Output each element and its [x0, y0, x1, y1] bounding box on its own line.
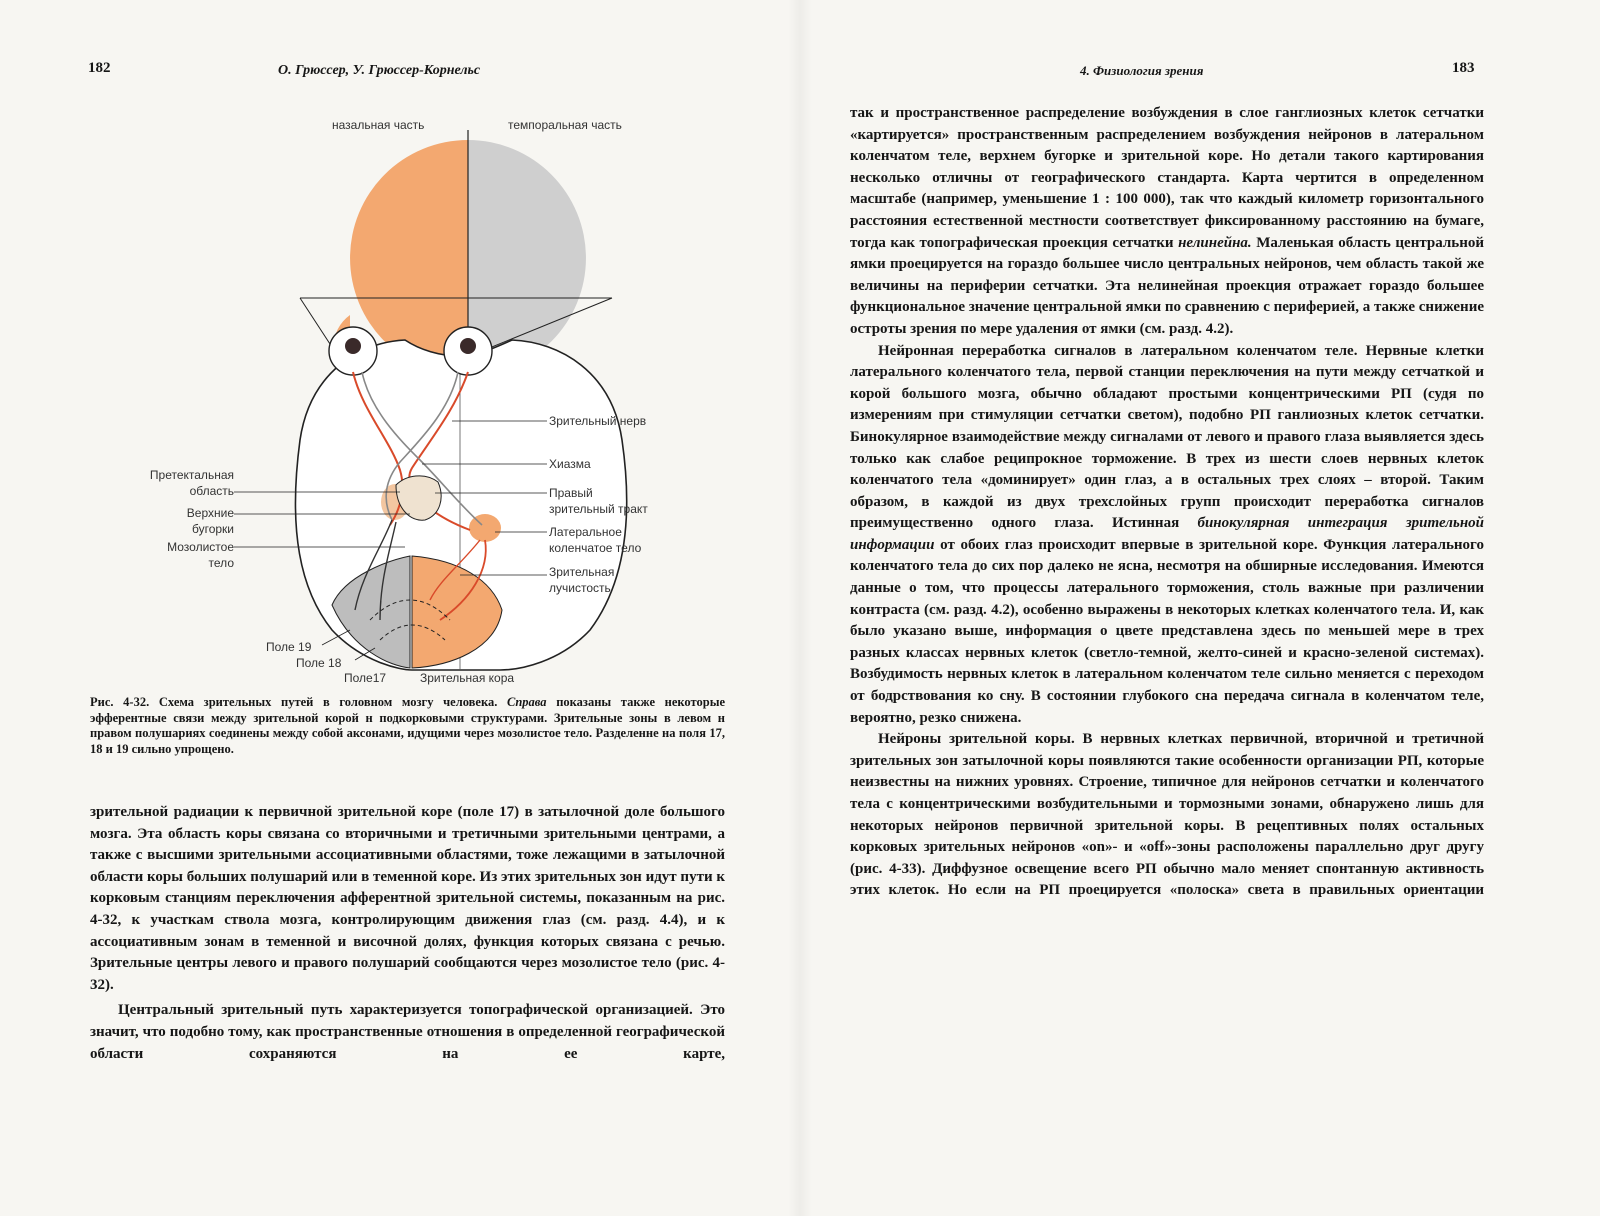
label-temporal-part: темпоральная часть — [508, 118, 622, 132]
left-paragraph-1: зрительной радиации к первичной зрительной коре (поле 17) в затылочной доле большого мозга. Эта область коры связана со вторичными и третичными зрительными центрами, а также с высшими зрительными ассоциативными областями, тоже лежащими в затылочной области коры больших полушарий или в теменной коре. Из этих зрительных зон идут пути к корковым станциям переключения афферентной зрительной системы, показанным на рис. 4-32, к участкам ствола мозга, контролирующим движения глаз (см. разд. 4.4), и к ассоциативным зонам в теменной и височной долях, функция которых связана с речью. Зрительные центры левого и правого полушарий сообщаются через мозолистое тело (рис. 4-32). — [90, 804, 725, 993]
label-pretectal-2: область — [189, 484, 234, 498]
visual-pathway-figure — [100, 110, 750, 700]
label-chiasm: Хиазма — [549, 457, 591, 471]
caption-text-1: Схема зрительных путей в головном мозгу человека. — [149, 695, 508, 709]
label-right-tract-2: зрительный тракт — [549, 502, 648, 516]
label-nasal-part: назальная часть — [332, 118, 425, 132]
caption-label: Рис. 4-32. — [90, 695, 150, 709]
caption-emphasis: Справа — [507, 695, 547, 709]
caption-text-2: показаны также некоторые эфферентные связи между зрительной корой н подкорковыми структурами. Зрительные зоны в левом н правом полушариях соединены между собой аксонами, идущими через мозолистое тело. Разделенне на поля 17, 18 и 19 сильно упрощено. — [90, 695, 725, 756]
label-lgn-2: коленчатое тело — [549, 541, 642, 555]
left-paragraph-2: Центральный зрительный путь характеризуется топографической организацией. Это значит, что подобно тому, как пространственные отношения в определенной географической области сохраняются на ее карте, — [90, 1002, 725, 1062]
right-paragraph-2 — [850, 341, 1484, 730]
right-paragraph-1-a: так и пространственное распределение возбуждения в слое ганглиозных клеток сетчатки «картируется» пространственным распределением возбуждения нейронов в латеральном коленчатом теле, верхнем бугорке и зрительной коре. Но детали такого картирования несколько отличны от географического стандарта. Карта чертится в определенном масштабе (например, уменьшение 1 : 100 000), так что каждый километр горизонтального расстояния естественной местности соответствует фиксированному расстоянию на бумаге, тогда как топографическая проекция сетчатки — [850, 105, 1484, 251]
left-body-text — [90, 802, 725, 1065]
label-pretectal-1: Претектальная — [149, 468, 234, 482]
right-paragraph-1-emphasis: нелинейна. — [1178, 234, 1252, 251]
running-head-right: 4. Физиология зрения — [1080, 63, 1204, 78]
running-head-left: О. Грюссер, У. Грюссер-Корнельс — [278, 63, 481, 78]
label-callosum-2: тело — [208, 556, 234, 570]
right-body-text — [850, 103, 1484, 902]
visual-pathway-diagram — [100, 110, 750, 700]
label-colliculi-1: Верхние — [186, 506, 234, 520]
right-paragraph-3-text: В нервных клетках первичной, вторичной и третичной зрительных зон затылочной коры появляются такие особенности организации РП, которые неизвестны на нижних уровнях. Строение, типичное для нейронов сетчатки и коленчатого тела с концентрическими возбудительными и тормозными зонами, обнаружено лишь для некоторых нейронов первичной зрительной коры. В рецептивных полях остальных корковых зрительных нейронов «on»- и «off»-зоны расположены параллельно друг другу (рис. 4-33). Диффузное освещение всего РП обычно мало меняет спонтанную активность этих клеток. Но если на РП проецируется «полоска» света в правильных ориентации — [850, 731, 1484, 899]
label-area-17: Поле17 — [344, 671, 387, 685]
label-callosum-1: Мозолистое — [167, 540, 234, 554]
right-page — [800, 0, 1600, 1216]
heading-lgn-processing: Нейронная переработка сигналов в латеральном коленчатом теле. — [878, 342, 1358, 359]
page-number-right: 183 — [1452, 60, 1475, 76]
label-visual-cortex: Зрительная кора — [420, 671, 515, 685]
page-number-left: 182 — [88, 60, 111, 76]
right-paragraph-2-emphasis: бинокулярная интеграция зрительной информации — [850, 515, 1484, 553]
right-paragraph-1 — [850, 103, 1484, 341]
label-radiation-1: Зрительная — [549, 565, 615, 579]
label-lgn-1: Латеральное — [549, 525, 622, 539]
figure-caption — [90, 695, 725, 757]
heading-visual-cortex-neurons: Нейроны зрительной коры. — [878, 731, 1075, 748]
right-paragraph-3 — [850, 729, 1484, 902]
label-colliculi-2: бугорки — [191, 522, 234, 536]
right-paragraph-2-a: Нервные клетки латерального коленчатого тела, первой станции переключения на пути между сетчаткой и корой большого мозга, обычно обладают простыми концентрическими РП (судя по измерениям при стимуляции сетчатки светом), подобно РП ганлиозных клеток сетчатки. Бинокулярное взаимодействие между сигналами от левого и правого глаза выявляется здесь только как слабое реципрокное торможение. В трех из шести слоев нервных клеток коленчатого тела «доминирует» один глаз, а в остальных трех слоях – второй. Таким образом, в каждой из двух трехслойных групп происходит переработка сигналов преимущественно одного глаза. Истинная — [850, 342, 1485, 532]
right-paragraph-1-b: Маленькая область центральной ямки проецируется на гораздо большее число центральных нейронов, чем область такой же величины на периферии сетчатки. Эта нелинейная проекция отражает гораздо большее функциональное значение центральной ямки по сравнению с периферией, а также снижение остроты зрения по мере удаления от ямки (см. разд. 4.2). — [850, 234, 1484, 337]
label-area-19: Поле 19 — [266, 640, 312, 654]
label-right-tract-1: Правый — [549, 486, 593, 500]
label-area-18: Поле 18 — [296, 656, 342, 670]
label-radiation-2: лучистость — [549, 581, 611, 595]
label-optic-nerve: Зрительный нерв — [549, 414, 647, 428]
right-paragraph-2-b: от обоих глаз происходит впервые в зрительной коре. Функция латерального коленчатого тела до сих пор далеко не ясна, несмотря на обширные исследования. Имеются данные о том, что процессы латерального торможения, столь важные при различении контраста (см. разд. 4.2), особенно выражены в некоторых клетках коленчатого тела. И, как было указано выше, информация о цвете представлена здесь по меньшей мере в трех разных классах нервных клеток (светло-темной, желто-синей и красно-зеленой системах). Возбудимость нервных клеток в латеральном коленчатом теле сильно меняется с переходом от бодрствования ко сну. В состоянии глубокого сна передача сигнала в коленчатом теле, вероятно, резко снижена. — [850, 536, 1484, 726]
